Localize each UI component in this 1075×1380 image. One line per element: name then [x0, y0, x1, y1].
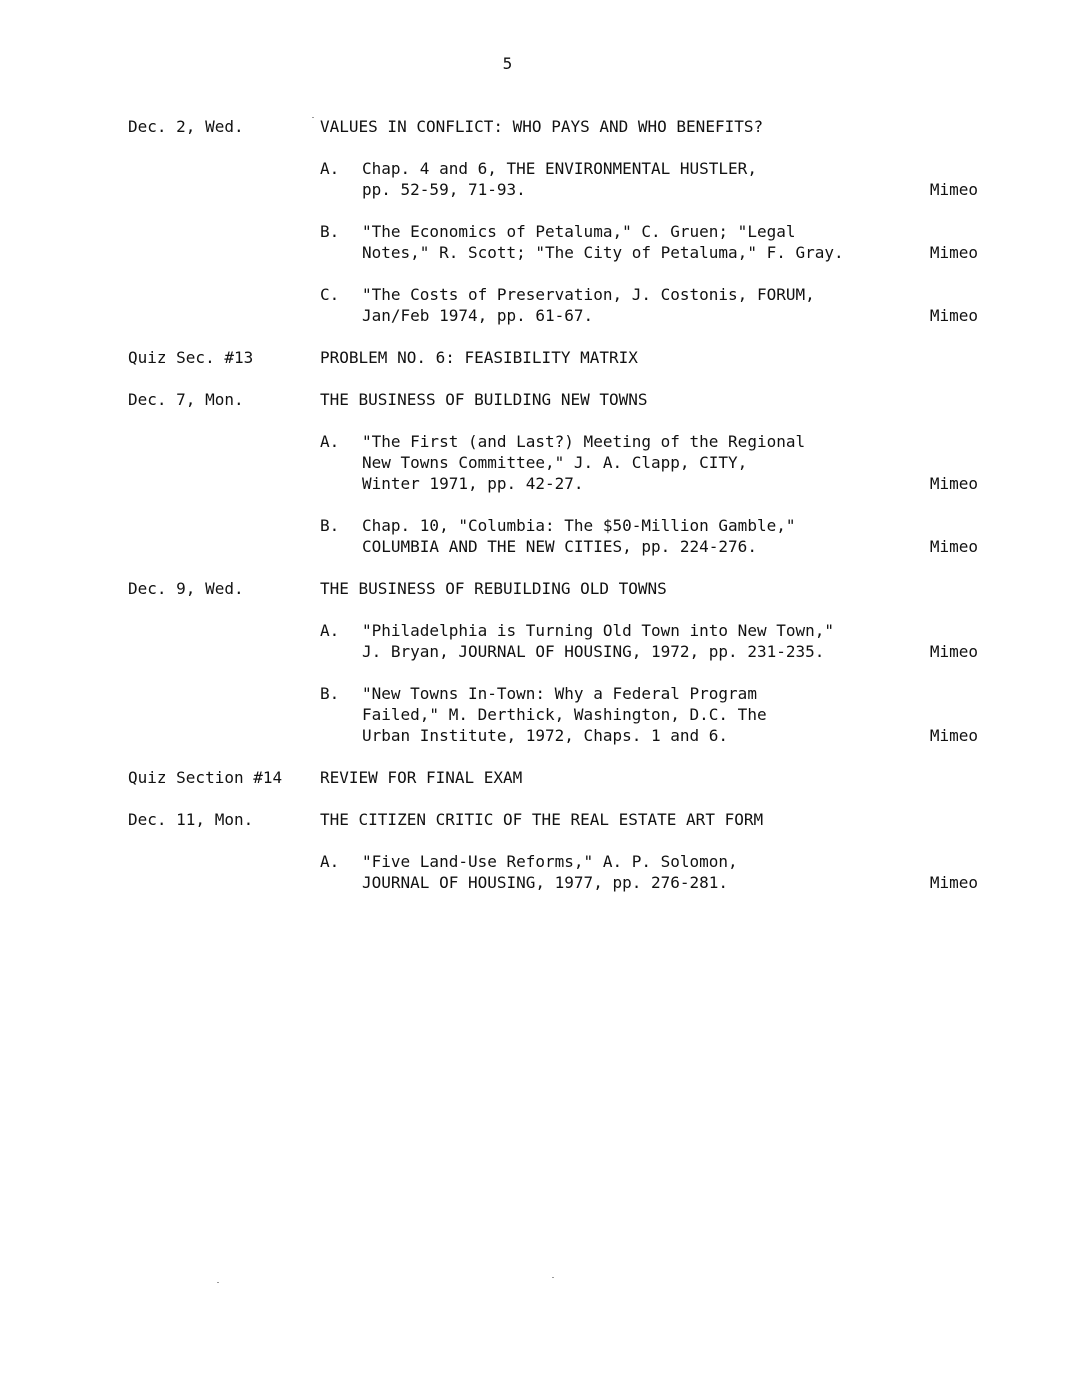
reading-letter: A. [320, 852, 340, 871]
reading-letter: A. [320, 432, 340, 451]
scan-speck [552, 1277, 554, 1278]
entry-date-label: Dec. 7, Mon. [128, 390, 244, 409]
scan-speck [217, 1282, 219, 1283]
entry-date-label: Dec. 9, Wed. [128, 579, 244, 598]
reading-citation [362, 158, 918, 200]
schedule-entry [128, 116, 978, 326]
topic-heading: THE BUSINESS OF BUILDING NEW TOWNS [320, 390, 648, 409]
citation-line: Chap. 10, "Columbia: The $50-Million Gamble," [362, 516, 796, 535]
schedule-entry [128, 578, 978, 746]
citation-line: Jan/Feb 1974, pp. 61-67. [362, 306, 594, 325]
citation-line: "Five Land-Use Reforms," A. P. Solomon, [362, 852, 738, 871]
reading-source-label: Mimeo [929, 180, 978, 199]
schedule-entry [128, 767, 978, 788]
reading-item [320, 158, 978, 200]
reading-source-label: Mimeo [929, 306, 978, 325]
citation-line: "Philadelphia is Turning Old Town into New Town," [362, 621, 835, 640]
entry-body [320, 578, 978, 746]
reading-source-label: Mimeo [929, 243, 978, 262]
citation-line: Failed," M. Derthick, Washington, D.C. The [362, 705, 767, 724]
topic-heading: REVIEW FOR FINAL EXAM [320, 768, 523, 787]
citation-line: "The First (and Last?) Meeting of the Regional [362, 432, 806, 451]
reading-source-label: Mimeo [929, 726, 978, 745]
citation-line: "The Costs of Preservation, J. Costonis, FORUM, [362, 285, 815, 304]
citation-line: J. Bryan, JOURNAL OF HOUSING, 1972, pp. 231-235. [362, 642, 825, 661]
entry-date-label: Dec. 11, Mon. [128, 810, 254, 829]
reading-citation [362, 620, 918, 662]
reading-item [320, 284, 978, 326]
reading-citation [362, 851, 918, 893]
reading-item [320, 221, 978, 263]
entry-date-label: Dec. 2, Wed. [128, 117, 244, 136]
citation-line: New Towns Committee," J. A. Clapp, CITY, [362, 453, 748, 472]
reading-item [320, 620, 978, 662]
page-number: 5 [502, 54, 513, 73]
entry-date-label: Quiz Section #14 [128, 768, 283, 787]
reading-source-label: Mimeo [929, 642, 978, 661]
reading-citation [362, 284, 918, 326]
citation-line: Urban Institute, 1972, Chaps. 1 and 6. [362, 726, 729, 745]
topic-heading: THE BUSINESS OF REBUILDING OLD TOWNS [320, 579, 667, 598]
topic-heading: VALUES IN CONFLICT: WHO PAYS AND WHO BENEFITS? [320, 117, 764, 136]
entry-body [320, 767, 978, 788]
schedule-entry [128, 809, 978, 893]
reading-letter: B. [320, 684, 340, 703]
reading-letter: C. [320, 285, 340, 304]
entry-date-label: Quiz Sec. #13 [128, 348, 254, 367]
citation-line: Winter 1971, pp. 42-27. [362, 474, 584, 493]
schedule-entry [128, 389, 978, 557]
citation-line: COLUMBIA AND THE NEW CITIES, pp. 224-276. [362, 537, 757, 556]
course-schedule [128, 116, 978, 914]
citation-line: "The Economics of Petaluma," C. Gruen; "Legal [362, 222, 796, 241]
citation-line: pp. 52-59, 71-93. [362, 180, 526, 199]
reading-letter: A. [320, 159, 340, 178]
topic-heading: PROBLEM NO. 6: FEASIBILITY MATRIX [320, 348, 638, 367]
reading-source-label: Mimeo [929, 873, 978, 892]
citation-line: JOURNAL OF HOUSING, 1977, pp. 276-281. [362, 873, 729, 892]
reading-citation [362, 431, 918, 494]
scan-speck [312, 117, 314, 118]
entry-body [320, 389, 978, 557]
reading-letter: A. [320, 621, 340, 640]
reading-citation [362, 221, 918, 263]
topic-heading: THE CITIZEN CRITIC OF THE REAL ESTATE ART FORM [320, 810, 764, 829]
citation-line: "New Towns In-Town: Why a Federal Program [362, 684, 757, 703]
entry-body [320, 116, 978, 326]
entry-body [320, 347, 978, 368]
reading-letter: B. [320, 516, 340, 535]
reading-item [320, 431, 978, 494]
reading-item [320, 683, 978, 746]
reading-item [320, 515, 978, 557]
reading-source-label: Mimeo [929, 474, 978, 493]
schedule-entry [128, 347, 978, 368]
citation-line: Chap. 4 and 6, THE ENVIRONMENTAL HUSTLER, [362, 159, 757, 178]
reading-source-label: Mimeo [929, 537, 978, 556]
reading-citation [362, 515, 918, 557]
citation-line: Notes," R. Scott; "The City of Petaluma," F. Gray. [362, 243, 844, 262]
reading-item [320, 851, 978, 893]
reading-letter: B. [320, 222, 340, 241]
reading-citation [362, 683, 918, 746]
entry-body [320, 809, 978, 893]
